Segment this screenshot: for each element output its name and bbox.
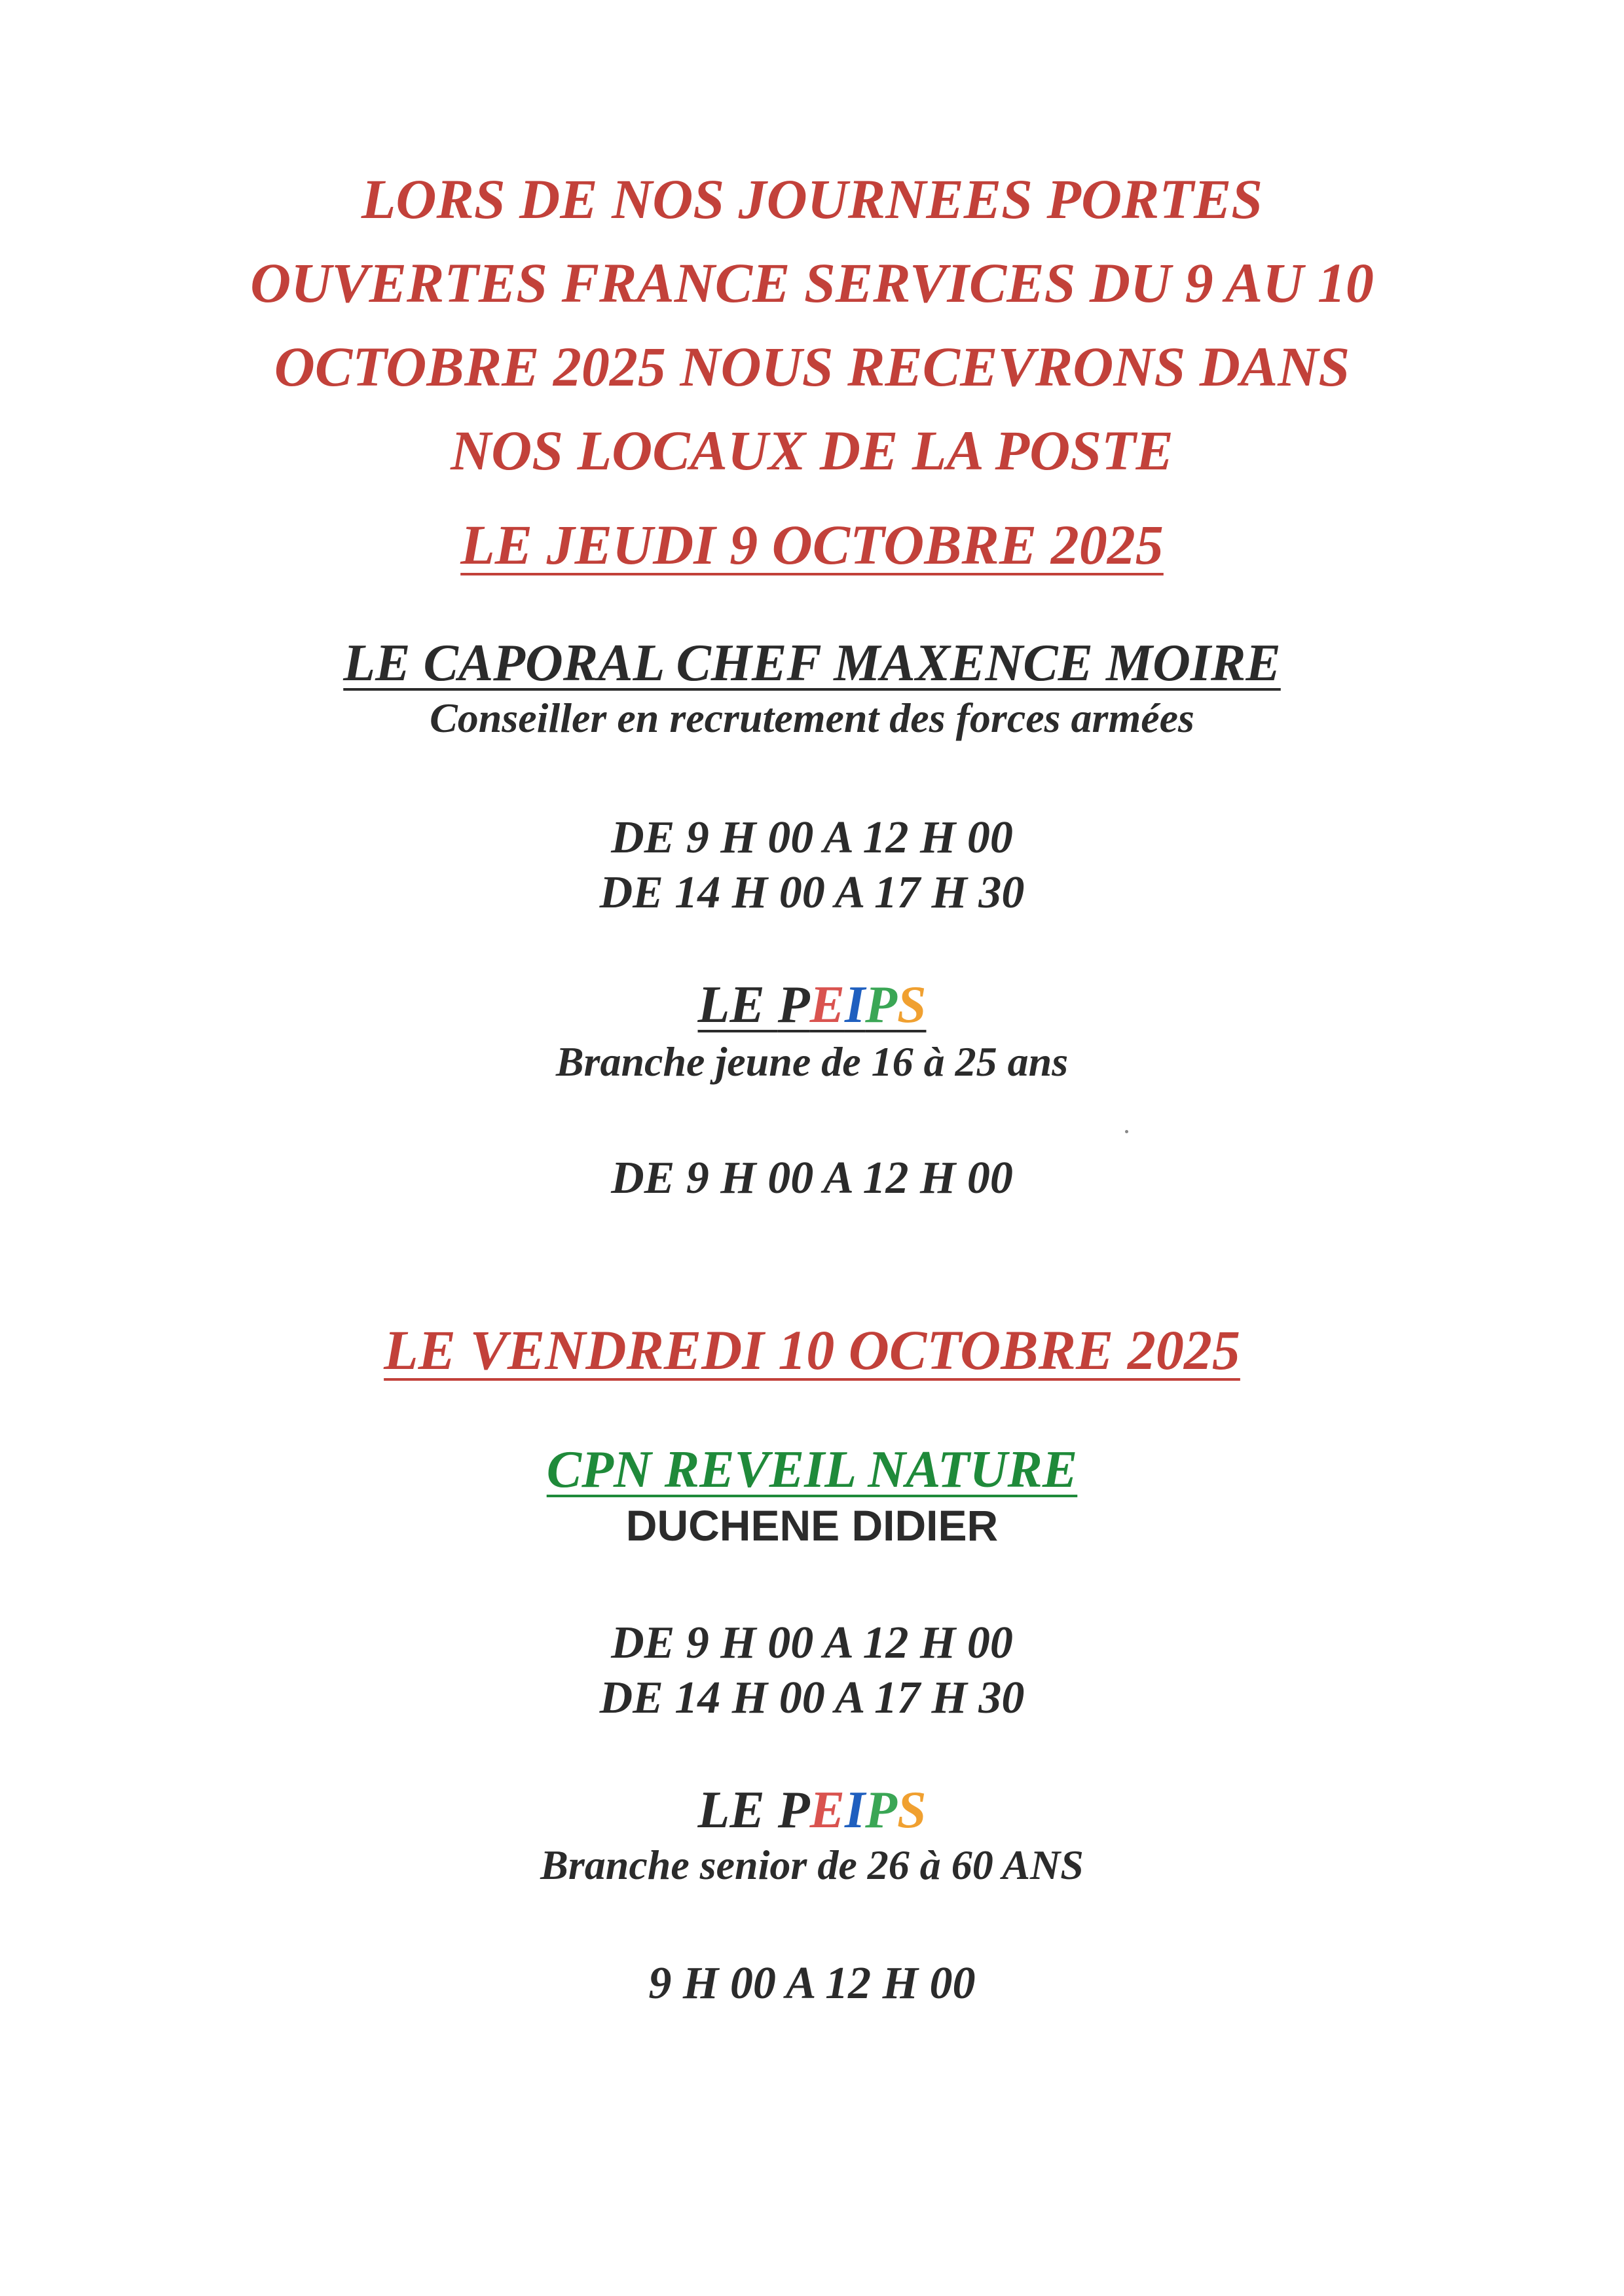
time-slot: DE 9 H 00 A 12 H 00 bbox=[611, 1618, 1013, 1668]
peips-letter-s: S bbox=[896, 976, 927, 1034]
day1-guest2-times bbox=[0, 1151, 1624, 1206]
peips-prefix: LE bbox=[697, 1781, 778, 1839]
title-line: OCTOBRE 2025 NOUS RECEVRONS DANS bbox=[274, 335, 1350, 398]
peips-letter-i: I bbox=[844, 976, 866, 1034]
time-slot: DE 14 H 00 A 17 H 30 bbox=[599, 1673, 1025, 1723]
peips-letter-i: I bbox=[844, 1781, 866, 1839]
peips-letter-e: E bbox=[809, 976, 845, 1034]
day1-guest2-name bbox=[0, 975, 1624, 1035]
peips-letter-s: S bbox=[896, 1781, 927, 1839]
day2-heading bbox=[0, 1317, 1624, 1383]
day1-guest1-role: Conseiller en recrutement des forces armées bbox=[430, 695, 1194, 741]
day1-guest2-role: Branche jeune de 16 à 25 ans bbox=[555, 1038, 1069, 1085]
peips-letter-p1: P bbox=[777, 1781, 810, 1839]
title-line: LORS DE NOS JOURNEES PORTES bbox=[361, 168, 1263, 230]
day2-guest1-name bbox=[0, 1440, 1624, 1500]
title-line: NOS LOCAUX DE LA POSTE bbox=[451, 419, 1173, 482]
peips-letter-p2: P bbox=[865, 1781, 897, 1839]
time-slot: DE 9 H 00 A 12 H 00 bbox=[611, 812, 1013, 863]
day1-heading bbox=[0, 512, 1624, 577]
day2-guest1-role: DUCHENE DIDIER bbox=[625, 1501, 999, 1550]
time-slot: DE 14 H 00 A 17 H 30 bbox=[599, 867, 1025, 918]
scan-speck bbox=[1125, 1130, 1128, 1133]
time-slot: 9 H 00 A 12 H 00 bbox=[648, 1958, 976, 2009]
announcement-title bbox=[0, 157, 1624, 492]
day2-guest1-name-text: CPN REVEIL NATURE bbox=[546, 1441, 1078, 1499]
day1-heading-text: LE JEUDI 9 OCTOBRE 2025 bbox=[460, 513, 1164, 576]
day1-guest1-name-text: LE CAPORAL CHEF MAXENCE MOIRE bbox=[343, 634, 1281, 692]
title-line: OUVERTES FRANCE SERVICES DU 9 AU 10 bbox=[250, 251, 1374, 314]
peips-letter-p2: P bbox=[865, 976, 897, 1034]
day2-guest2-times bbox=[0, 1956, 1624, 2011]
peips-letter-e: E bbox=[809, 1781, 845, 1839]
day2-guest1-times bbox=[0, 1616, 1624, 1726]
day2-heading-text: LE VENDREDI 10 OCTOBRE 2025 bbox=[384, 1319, 1240, 1381]
time-slot: DE 9 H 00 A 12 H 00 bbox=[611, 1153, 1013, 1203]
day1-guest1-name bbox=[0, 634, 1624, 693]
peips-prefix: LE bbox=[697, 976, 778, 1034]
day2-guest2-role: Branche senior de 26 à 60 ANS bbox=[540, 1842, 1084, 1888]
day2-guest2-name bbox=[0, 1781, 1624, 1840]
day1-guest1-times bbox=[0, 811, 1624, 920]
peips-letter-p1: P bbox=[777, 976, 810, 1034]
